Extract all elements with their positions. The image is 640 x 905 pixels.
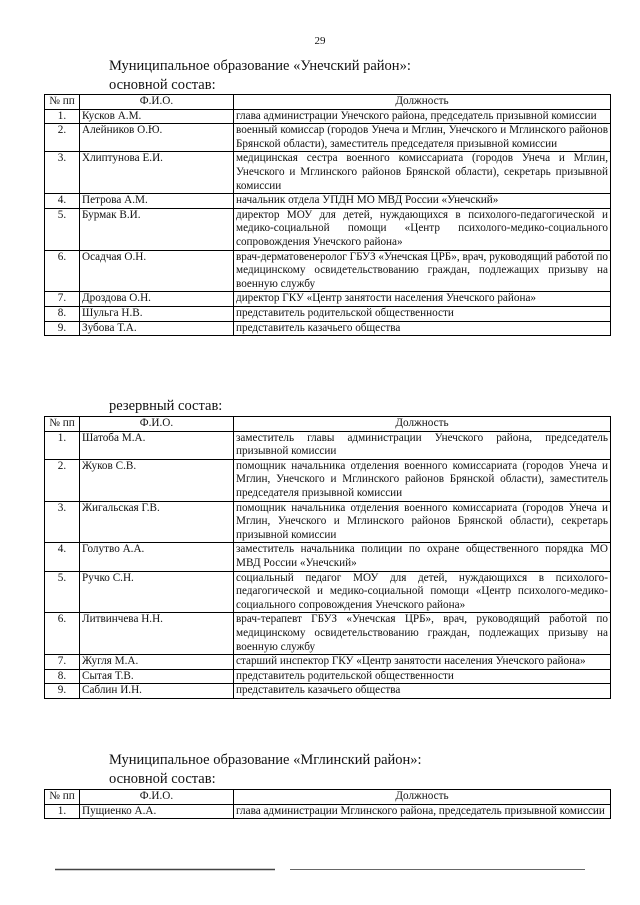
member-name: Ручко С.Н.	[80, 571, 234, 613]
header-position: Должность	[234, 95, 611, 110]
table-row	[45, 431, 611, 459]
member-name: Сытая Т.В.	[80, 669, 234, 684]
header-num: № пп	[45, 417, 80, 432]
member-position: заместитель начальника полиции по охране общественного порядка МО МВД России «Унечский»	[234, 543, 611, 571]
member-name: Шатоба М.А.	[80, 431, 234, 459]
page-number: 29	[314, 35, 326, 47]
row-number: 9.	[45, 321, 80, 336]
table-row	[45, 684, 611, 699]
row-number: 9.	[45, 684, 80, 699]
table-header-row	[45, 95, 611, 110]
member-name: Жугля М.А.	[80, 655, 234, 670]
row-number: 2.	[45, 124, 80, 152]
composition-heading-main: основной состав:	[109, 77, 216, 93]
composition-heading-main-mglin: основной состав:	[109, 771, 216, 787]
header-name: Ф.И.О.	[80, 95, 234, 110]
member-name: Шульга Н.В.	[80, 306, 234, 321]
table-row	[45, 124, 611, 152]
row-number: 4.	[45, 543, 80, 571]
table-row	[45, 543, 611, 571]
table-row	[45, 459, 611, 501]
member-position: представитель родительской общественности	[234, 669, 611, 684]
member-position: социальный педагог МОУ для детей, нуждающихся в психолого-педагогической и медико-социальной помощи «Центр психолого-медико-социального сопровождения Унечского района»	[234, 571, 611, 613]
row-number: 3.	[45, 501, 80, 543]
member-position: начальник отдела УПДН МО МВД России «Унечский»	[234, 194, 611, 209]
municipality-heading-unecha: Муниципальное образование «Унечский район»:	[109, 58, 411, 74]
member-position: помощник начальника отделения военного комиссариата (городов Унеча и Мглин, Унечского и Мглинского районов Брянской области), секретарь призывной комиссии	[234, 501, 611, 543]
composition-heading-reserve: резервный состав:	[109, 398, 223, 414]
member-position: глава администрации Мглинского района, председатель призывной комиссии	[234, 804, 611, 819]
member-position: представитель казачьего общества	[234, 321, 611, 336]
row-number: 4.	[45, 194, 80, 209]
member-position: представитель родительской общественности	[234, 306, 611, 321]
member-name: Хлиптунова Е.И.	[80, 152, 234, 194]
member-name: Голутво А.А.	[80, 543, 234, 571]
member-name: Зубова Т.А.	[80, 321, 234, 336]
header-num: № пп	[45, 790, 80, 805]
municipality-heading-mglin: Муниципальное образование «Мглинский район»:	[109, 752, 422, 768]
table-row	[45, 613, 611, 655]
table-row	[45, 208, 611, 250]
table-row	[45, 306, 611, 321]
member-name: Жуков С.В.	[80, 459, 234, 501]
row-number: 5.	[45, 208, 80, 250]
row-number: 8.	[45, 306, 80, 321]
member-position: врач-терапевт ГБУЗ «Унечская ЦРБ», врач, руководящий работой по медицинскому освидетельствованию граждан, подлежащих призыву на военную службу	[234, 613, 611, 655]
member-name: Жигальская Г.В.	[80, 501, 234, 543]
member-name: Литвинчева Н.Н.	[80, 613, 234, 655]
header-position: Должность	[234, 417, 611, 432]
row-number: 1.	[45, 804, 80, 819]
table-row	[45, 109, 611, 124]
table-row	[45, 804, 611, 819]
row-number: 6.	[45, 613, 80, 655]
member-name: Осадчая О.Н.	[80, 250, 234, 292]
scan-edge-mark	[55, 868, 585, 871]
member-position: заместитель главы администрации Унечского района, председатель призывной комиссии	[234, 431, 611, 459]
row-number: 7.	[45, 655, 80, 670]
member-name: Кусков А.М.	[80, 109, 234, 124]
table-row	[45, 669, 611, 684]
row-number: 6.	[45, 250, 80, 292]
member-position: врач-дерматовенеролог ГБУЗ «Унечская ЦРБ», врач, руководящий работой по медицинскому освидетельствованию граждан, подлежащих призыву на военную службу	[234, 250, 611, 292]
header-num: № пп	[45, 95, 80, 110]
table-row	[45, 194, 611, 209]
member-position: директор МОУ для детей, нуждающихся в психолого-педагогической и медико-социальной помощи «Центр психолого-медико-социального сопровождения Унечского района»	[234, 208, 611, 250]
row-number: 3.	[45, 152, 80, 194]
member-name: Алейников О.Ю.	[80, 124, 234, 152]
member-name: Пущиенко А.А.	[80, 804, 234, 819]
row-number: 2.	[45, 459, 80, 501]
member-name: Саблин И.Н.	[80, 684, 234, 699]
members-table-unecha-main	[44, 94, 611, 336]
member-name: Бурмак В.И.	[80, 208, 234, 250]
table-row	[45, 152, 611, 194]
row-number: 5.	[45, 571, 80, 613]
member-position: глава администрации Унечского района, председатель призывной комиссии	[234, 109, 611, 124]
table-row	[45, 655, 611, 670]
member-position: представитель казачьего общества	[234, 684, 611, 699]
member-position: старший инспектор ГКУ «Центр занятости населения Унечского района»	[234, 655, 611, 670]
table-row	[45, 292, 611, 307]
member-position: военный комиссар (городов Унеча и Мглин, Унечского и Мглинского районов Брянской области), заместитель председателя призывной комиссии	[234, 124, 611, 152]
table-row	[45, 250, 611, 292]
member-position: помощник начальника отделения военного комиссариата (городов Унеча и Мглин, Унечского и Мглинского районов Брянской области), заместитель председателя призывной комиссии	[234, 459, 611, 501]
row-number: 7.	[45, 292, 80, 307]
row-number: 8.	[45, 669, 80, 684]
member-name: Петрова А.М.	[80, 194, 234, 209]
members-table-unecha-reserve	[44, 416, 611, 699]
table-header-row	[45, 790, 611, 805]
table-row	[45, 501, 611, 543]
table-row	[45, 321, 611, 336]
header-name: Ф.И.О.	[80, 790, 234, 805]
member-position: медицинская сестра военного комиссариата (городов Унеча и Мглин, Унечского и Мглинского районов Брянской области), секретарь призывной комиссии	[234, 152, 611, 194]
row-number: 1.	[45, 431, 80, 459]
table-header-row	[45, 417, 611, 432]
row-number: 1.	[45, 109, 80, 124]
header-position: Должность	[234, 790, 611, 805]
table-row	[45, 571, 611, 613]
members-table-mglin-main	[44, 789, 611, 819]
header-name: Ф.И.О.	[80, 417, 234, 432]
member-name: Дроздова О.Н.	[80, 292, 234, 307]
member-position: директор ГКУ «Центр занятости населения Унечского района»	[234, 292, 611, 307]
